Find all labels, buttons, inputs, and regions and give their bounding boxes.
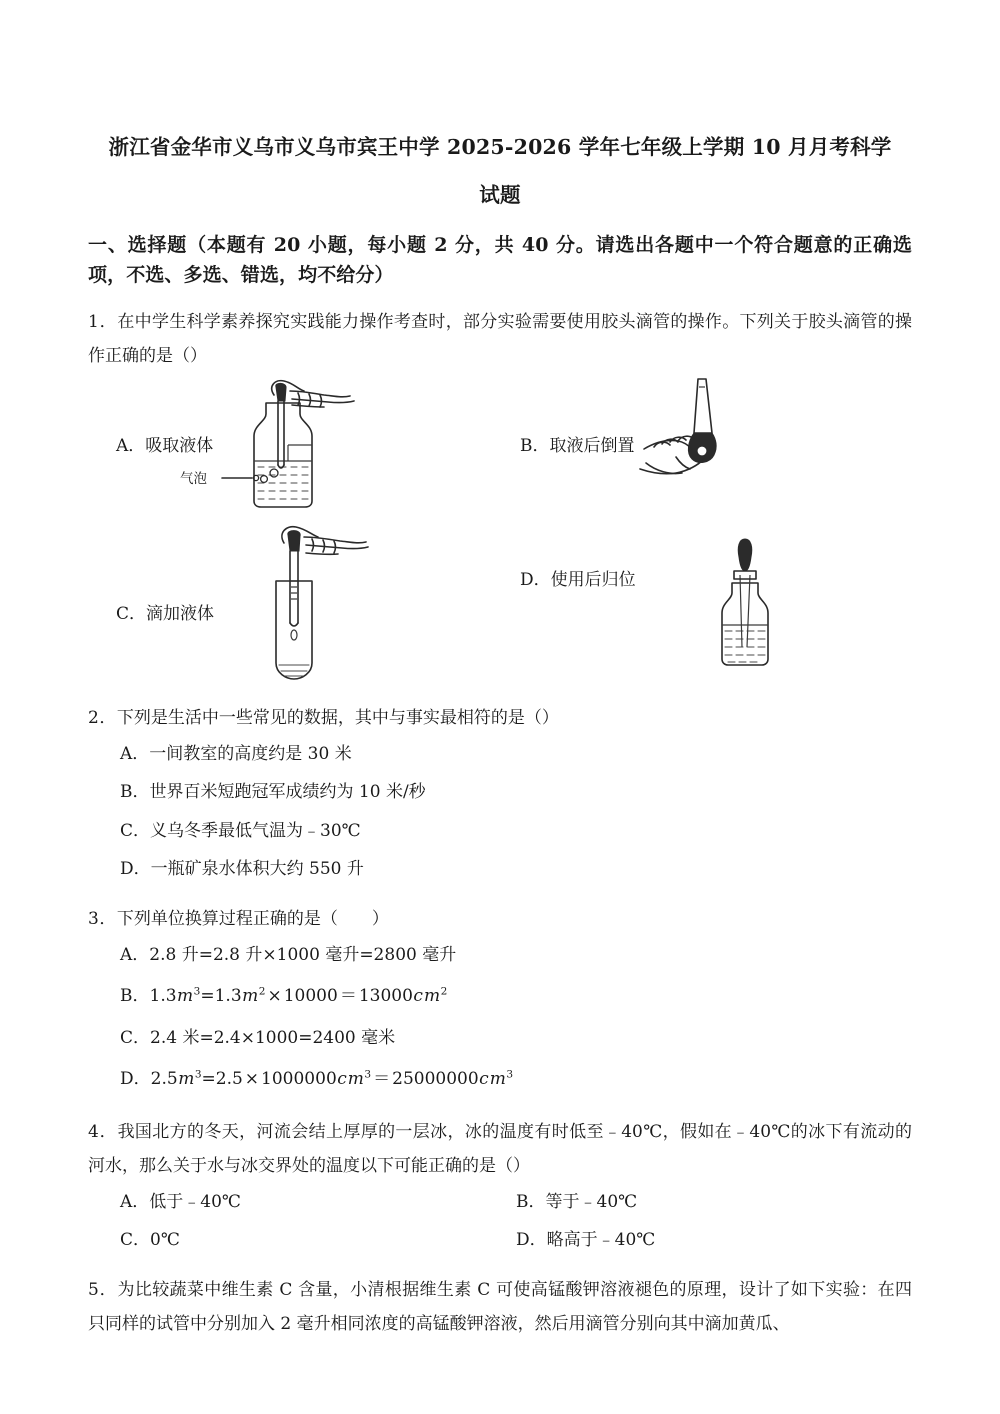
option-text: 世界百米短跑冠军成绩约为 10 米/秒 <box>149 782 426 803</box>
question-3-option-a[interactable] <box>88 936 912 974</box>
option-b-label <box>520 431 635 456</box>
question-2-option-d[interactable] <box>88 850 912 888</box>
option-text: 0℃ <box>150 1230 180 1251</box>
question-4-stem <box>88 1115 912 1183</box>
question-2-stem <box>88 701 912 735</box>
question-1-text: 在中学生科学素养探究实践能力操作考查时，部分实验需要使用胶头滴管的操作。下列关于胶头滴管的操作正确的是（） <box>88 312 912 367</box>
option-text: 一瓶矿泉水体积大约 550 升 <box>150 858 364 879</box>
option-a-label <box>116 431 213 456</box>
option-text: 等于﹣40℃ <box>545 1191 638 1212</box>
page-title <box>88 132 912 212</box>
option-letter: B． <box>120 986 150 1007</box>
question-3-number: 3． <box>88 909 117 930</box>
option-text: 2.4 米=2.4×1000=2400 毫米 <box>150 1027 396 1048</box>
question-2 <box>88 701 912 888</box>
option-c-label <box>116 599 214 624</box>
question-3-options <box>88 936 912 1101</box>
question-3-stem <box>88 902 912 936</box>
option-d-text: 使用后归位 <box>550 570 636 591</box>
option-letter: C． <box>120 820 151 841</box>
option-b-letter: B． <box>520 436 550 457</box>
question-4-option-b[interactable] <box>508 1183 912 1221</box>
option-a-letter: A． <box>116 436 146 457</box>
option-d-label <box>520 565 636 590</box>
option-letter: D． <box>120 1068 151 1089</box>
question-4-options <box>88 1183 912 1260</box>
dropper-returned-to-bottle-icon <box>712 535 872 675</box>
question-5-text: 为比较蔬菜中维生素 C 含量，小清根据维生素 C 可使高锰酸钾溶液褪色的原理，设计了如下实验：在四只同样的试管中分别加入 2 毫升相同浓度的高锰酸钾溶液，然后用滴管分别向其中滴加黄瓜、 <box>88 1280 912 1335</box>
option-text: 义乌冬季最低气温为﹣30℃ <box>150 820 361 841</box>
question-3 <box>88 902 912 1101</box>
dropper-inside-test-tube-icon <box>218 523 418 683</box>
question-5-number: 5． <box>88 1280 118 1301</box>
question-4-option-a[interactable] <box>88 1183 508 1221</box>
dropper-inverted-in-hand-icon <box>636 377 836 507</box>
option-letter: C． <box>120 1230 151 1251</box>
question-1 <box>88 305 912 687</box>
option-text: 略高于﹣40℃ <box>546 1230 656 1251</box>
option-letter: A． <box>120 945 150 966</box>
question-4 <box>88 1115 912 1260</box>
dropper-in-bottle-bubbles-icon <box>180 379 408 509</box>
question-4-option-c[interactable] <box>88 1221 508 1259</box>
option-letter: D． <box>120 858 151 879</box>
option-d-expression: $2.5m^3=2.5 \times 1000000cm^3 = 25000000cm^3$ <box>150 1068 514 1089</box>
option-d-letter: D． <box>520 570 551 591</box>
option-b-text: 取液后倒置 <box>549 436 635 457</box>
question-3-option-d[interactable] <box>88 1057 912 1101</box>
question-2-option-a[interactable] <box>88 735 912 773</box>
option-letter: A． <box>120 744 150 765</box>
option-letter: D． <box>516 1230 547 1251</box>
question-2-option-c[interactable] <box>88 812 912 850</box>
question-2-option-b[interactable] <box>88 773 912 811</box>
question-3-option-c[interactable] <box>88 1019 912 1057</box>
question-3-option-b[interactable] <box>88 974 912 1018</box>
question-5-stem <box>88 1273 912 1341</box>
question-4-option-d[interactable] <box>508 1221 912 1259</box>
option-letter: C． <box>120 1027 151 1048</box>
option-text: 2.8 升=2.8 升×1000 毫升=2800 毫升 <box>149 945 457 966</box>
question-1-figures-row-2 <box>88 527 912 687</box>
title-line-1: 浙江省金华市义乌市义乌市宾王中学 2025-2026 学年七年级上学期 10 月月考科学 <box>108 135 892 159</box>
page-content <box>88 132 912 1341</box>
option-c-letter: C． <box>116 604 147 625</box>
question-3-text: 下列单位换算过程正确的是（ ） <box>116 909 389 930</box>
option-letter: A． <box>120 1191 150 1212</box>
section-heading-multiple-choice: 一、选择题（本题有 20 小题，每小题 2 分，共 40 分。请选出各题中一个符合题意的正确选项，不选、多选、错选，均不给分） <box>88 233 912 287</box>
question-2-number: 2． <box>88 708 117 729</box>
option-text: 一间教室的高度约是 30 米 <box>149 744 352 765</box>
question-1-figures-row-1 <box>88 379 912 527</box>
option-b-expression: $1.3m^3=1.3m^2 \times 10000 = 13000cm^2$ <box>149 985 448 1007</box>
option-text: 低于﹣40℃ <box>149 1191 241 1212</box>
question-2-options <box>88 735 912 888</box>
question-1-stem <box>88 305 912 373</box>
title-line-2: 试题 <box>479 182 521 207</box>
question-1-number: 1． <box>88 312 118 333</box>
option-a-text: 吸取液体 <box>145 436 214 457</box>
bubble-annotation-text: 气泡 <box>180 471 207 488</box>
question-4-number: 4． <box>88 1121 118 1142</box>
option-letter: B． <box>516 1191 546 1212</box>
question-2-text: 下列是生活中一些常见的数据，其中与事实最相符的是（） <box>116 708 559 729</box>
option-letter: B． <box>120 782 150 803</box>
question-4-text: 我国北方的冬天，河流会结上厚厚的一层冰，冰的温度有时低至﹣40℃，假如在﹣40℃的冰下有流动的河水，那么关于水与冰交界处的温度以下可能正确的是（） <box>88 1121 912 1176</box>
question-5 <box>88 1273 912 1341</box>
option-c-text: 滴加液体 <box>146 604 215 625</box>
